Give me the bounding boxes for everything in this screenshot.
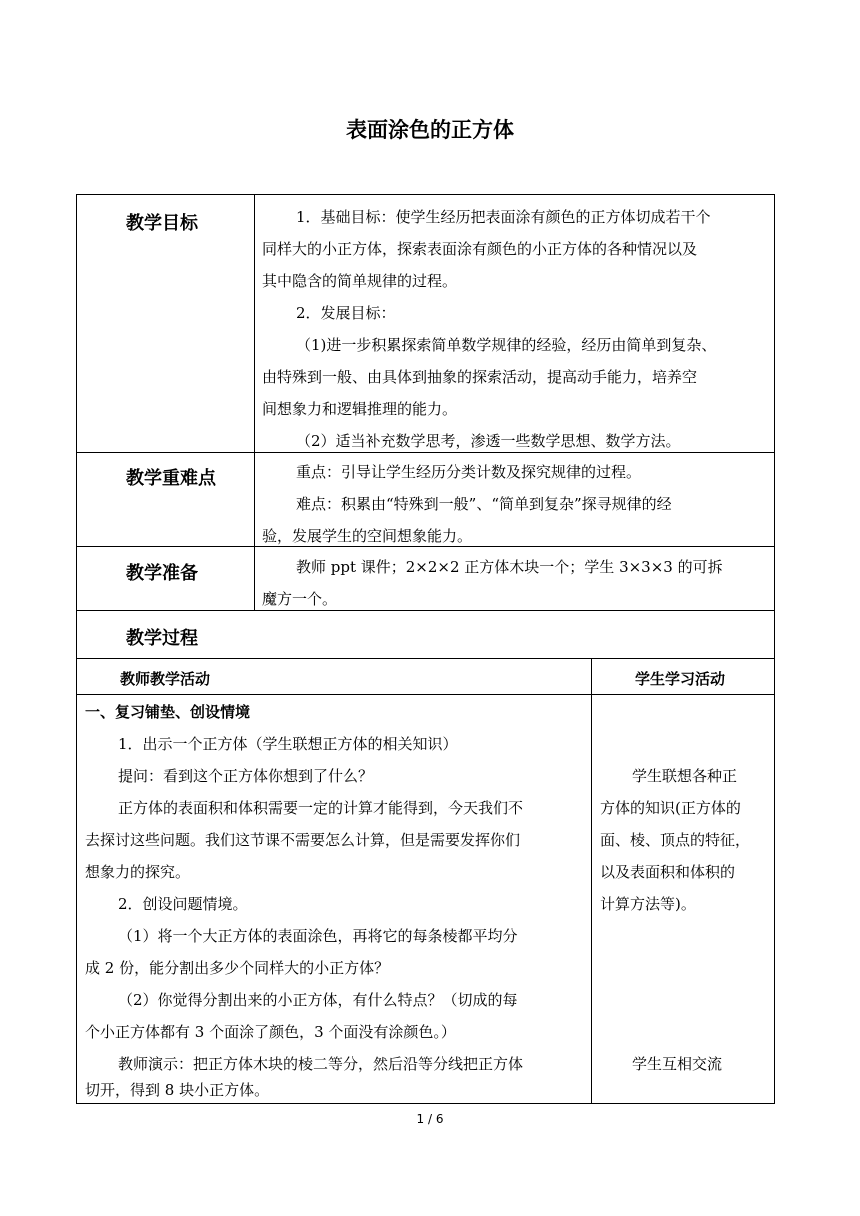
table-row-divider — [76, 610, 775, 611]
teacher-activity-line: 教师演示：把正方体木块的棱二等分，然后沿等分线把正方体 — [118, 1055, 524, 1073]
preparation-line: 教师 ppt 课件；2×2×2 正方体木块一个；学生 3×3×3 的可拆 — [296, 558, 723, 576]
table-column-divider — [591, 658, 592, 1104]
student-activity-line: 方体的知识(正方体的 — [600, 799, 741, 817]
teacher-activity-header: 教师教学活动 — [120, 670, 211, 688]
teacher-activity-line: 个小正方体都有 3 个面涂了颜色，3 个面没有涂颜色。） — [85, 1023, 456, 1041]
teacher-activity-line: （1）将一个大正方体的表面涂色，再将它的每条棱都平均分 — [118, 927, 518, 945]
teacher-activity-line: 2．创设问题情境。 — [118, 895, 248, 913]
table-row-divider — [76, 694, 775, 695]
student-activity-line: 面、棱、顶点的特征， — [600, 831, 751, 849]
table-border-bottom — [76, 1103, 775, 1104]
teacher-activity-line: 切开，得到 8 块小正方体。 — [85, 1081, 270, 1099]
teacher-activity-line: 去探讨这些问题。我们这节课不需要怎么计算，但是需要发挥你们 — [85, 831, 521, 849]
student-activity-line: 学生联想各种正 — [632, 767, 738, 785]
keypoints-line: 重点：引导让学生经历分类计数及探究规律的过程。 — [296, 463, 642, 481]
objectives-line: （1)进一步积累探索简单数学规律的经验，经历由简单到复杂、 — [296, 336, 717, 354]
objectives-line: 其中隐含的简单规律的过程。 — [262, 272, 458, 290]
table-border-top — [76, 194, 775, 195]
teacher-activity-line: 成 2 份，能分割出多少个同样大的小正方体？ — [85, 959, 390, 977]
teacher-activity-line: 正方体的表面积和体积需要一定的计算才能得到，今天我们不 — [118, 799, 524, 817]
teacher-activity-line: 想象力的探究。 — [85, 863, 191, 881]
student-activity-line: 以及表面积和体积的 — [600, 863, 736, 881]
table-column-divider — [254, 194, 255, 610]
table-border-right — [774, 194, 775, 1104]
lesson-plan-table — [76, 194, 775, 1104]
table-row-divider — [76, 658, 775, 659]
document-title: 表面涂色的正方体 — [346, 118, 514, 142]
keypoints-line: 验，发展学生的空间想象能力。 — [262, 527, 473, 545]
objectives-line: （2）适当补充数学思考，渗透一些数学思想、数学方法。 — [296, 432, 681, 450]
student-activity-line: 计算方法等)。 — [600, 895, 696, 913]
objectives-line: 同样大的小正方体，探索表面涂有颜色的小正方体的各种情况以及 — [262, 240, 698, 258]
preparation-line: 魔方一个。 — [262, 590, 338, 608]
teacher-activity-line: （2）你觉得分割出来的小正方体，有什么特点？（切成的每 — [118, 991, 518, 1009]
student-activity-line: 学生互相交流 — [632, 1055, 723, 1073]
objectives-line: 间想象力和逻辑推理的能力。 — [262, 400, 458, 418]
teacher-activity-line: 1．出示一个正方体（学生联想正方体的相关知识） — [118, 735, 458, 753]
preparation-label: 教学准备 — [126, 563, 198, 584]
keypoints-line: 难点：积累由“特殊到一般”、“简单到复杂”探寻规律的经 — [296, 495, 672, 513]
student-activity-header: 学生学习活动 — [635, 670, 726, 688]
teacher-section-heading: 一、复习铺垫、创设情境 — [85, 703, 251, 721]
table-border-left — [76, 194, 77, 1104]
objectives-line: 2．发展目标： — [296, 304, 396, 322]
teacher-activity-line: 提问：看到这个正方体你想到了什么？ — [118, 767, 374, 785]
objectives-label: 教学目标 — [126, 213, 198, 234]
objectives-line: 1．基础目标：使学生经历把表面涂有颜色的正方体切成若干个 — [296, 208, 711, 226]
objectives-line: 由特殊到一般、由具体到抽象的探索活动，提高动手能力，培养空 — [262, 368, 698, 386]
page-number: 1 / 6 — [416, 1112, 444, 1126]
keypoints-label: 教学重难点 — [126, 468, 216, 489]
process-label: 教学过程 — [126, 628, 198, 649]
